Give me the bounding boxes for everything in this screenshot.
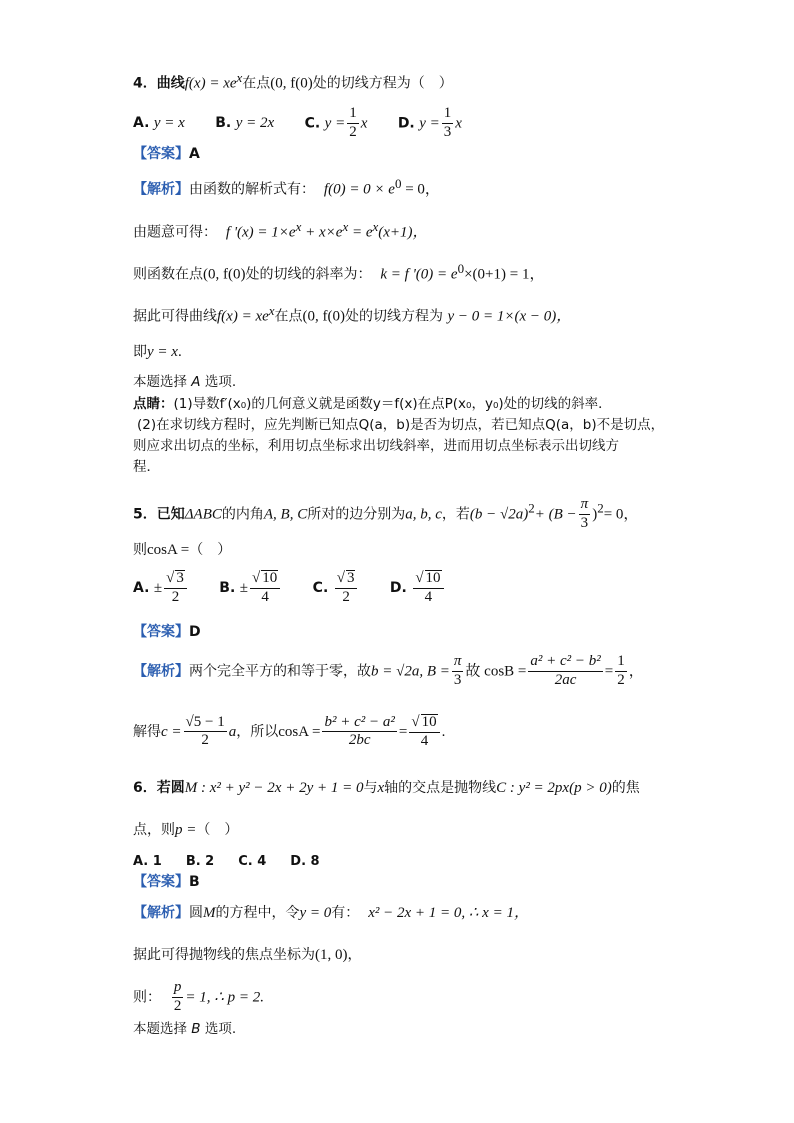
q6-axis: x bbox=[377, 780, 385, 796]
q5-eq-part-a: (b − √2a) bbox=[469, 506, 529, 523]
q6-line2-pre: 点，则 bbox=[133, 822, 175, 838]
q4-analysis-line-4 bbox=[133, 303, 571, 326]
q4-analysis-2-math-a: f '(x) = 1×e bbox=[225, 224, 296, 241]
q5-analysis-2-text: 解得 bbox=[133, 723, 161, 740]
q4-option-a: y = x bbox=[153, 115, 185, 132]
q4-analysis-line-2 bbox=[133, 219, 428, 242]
q5-question-line bbox=[133, 541, 231, 560]
q6-analysis-2-math: (1, 0) bbox=[315, 947, 348, 963]
q5-sides: a, b, c bbox=[405, 506, 442, 523]
q4-analysis-4-mid: 在点 bbox=[274, 308, 303, 325]
q6-choose-pre: 本题选择 bbox=[133, 1021, 187, 1037]
q4-analysis-1-end: = 0， bbox=[401, 181, 440, 198]
q5-analysis-2-numerator: √5 − 1 bbox=[184, 715, 227, 733]
q6-title bbox=[133, 779, 640, 798]
q5-title-mid: 的内角 bbox=[221, 506, 264, 523]
q4-analysis-4-func: f(x) = xe bbox=[217, 308, 269, 325]
q4-option-b-label: B. bbox=[215, 115, 232, 132]
q5-analysis-2-numerator2: b² + c² − a² bbox=[322, 715, 396, 733]
q4-analysis-3-math-a: k = f '(0) = e bbox=[380, 266, 458, 283]
q6-options bbox=[133, 854, 320, 870]
q6-answer bbox=[133, 874, 200, 892]
q4-option-d-post: x bbox=[455, 115, 462, 132]
q5-analysis-2-end: . bbox=[441, 723, 446, 740]
q6-title-suffix: 的焦 bbox=[611, 780, 640, 796]
q6-analysis-2-text: 据此可得抛物线的焦点坐标为 bbox=[133, 947, 315, 963]
q4-option-c-denominator: 2 bbox=[349, 123, 357, 140]
q4-analysis-2-exp-3: x bbox=[372, 219, 379, 234]
q6-parabola: C : y² = 2px(p > 0) bbox=[496, 780, 612, 796]
q5-line2-end: （ ） bbox=[189, 542, 232, 558]
q6-choose-post: 选项. bbox=[204, 1021, 237, 1037]
q5-eq-square-2: 2 bbox=[597, 500, 604, 516]
q4-analysis-1-text: 由函数的解析式有： bbox=[189, 181, 315, 198]
q5-answer-tag: 【答案】 bbox=[133, 624, 189, 640]
q4-analysis-5-end: . bbox=[177, 344, 182, 360]
q4-analysis-4-math: y − 0 = 1×(x − 0)， bbox=[447, 308, 572, 325]
q5-option-a-pm: ± bbox=[153, 579, 163, 596]
q5-analysis-2-denominator3: 4 bbox=[420, 732, 429, 749]
q4-option-b: y = 2x bbox=[235, 115, 275, 132]
q4-choose-pre: 本题选择 bbox=[133, 374, 187, 390]
q4-analysis-3-text: 则函数在点 bbox=[133, 266, 203, 283]
q4-note-4: 程． bbox=[133, 459, 160, 475]
q6-analysis-1-m: M bbox=[203, 905, 216, 921]
q5-eq-pi: π bbox=[579, 497, 591, 515]
q4-analysis-2-exp-1: x bbox=[295, 219, 302, 234]
q6-option-d: D. 8 bbox=[290, 854, 320, 869]
q6-title-mid: 与 bbox=[363, 780, 378, 796]
q4-analysis-1-math: f(0) = 0 × e bbox=[323, 181, 395, 198]
q5-analysis-2-denominator2: 2bc bbox=[348, 732, 371, 749]
q4-analysis-line-3 bbox=[133, 261, 544, 284]
q4-note-title: 点睛： bbox=[133, 396, 174, 412]
q5-analysis-2-a: a bbox=[228, 723, 237, 740]
q4-analysis-4-exp: x bbox=[268, 303, 275, 318]
q4-option-c-numerator: 1 bbox=[347, 106, 359, 124]
q4-analysis-line-5 bbox=[133, 343, 182, 362]
q6-choose-letter: B bbox=[191, 1021, 201, 1037]
q5-option-a-radicand: 3 bbox=[176, 570, 184, 586]
q4-title bbox=[133, 70, 453, 93]
q5-analysis-2-denominator: 2 bbox=[201, 732, 209, 749]
q5-option-a-label: A. bbox=[133, 579, 150, 596]
q6-analysis-1-text2: 的方程中，令 bbox=[215, 905, 300, 921]
q5-analysis-1-end: ， bbox=[628, 663, 644, 680]
q4-analysis-3-exp: 0 bbox=[457, 261, 465, 276]
q6-analysis-line-2 bbox=[133, 946, 362, 965]
q6-circle: M : x² + y² − 2x + 2y + 1 = 0 bbox=[184, 780, 364, 796]
q4-note-line-3 bbox=[133, 438, 619, 455]
q4-option-d-numerator: 1 bbox=[442, 106, 454, 124]
q6-analysis-2-end: ， bbox=[347, 947, 362, 963]
q4-analysis-4-point: (0, f(0) bbox=[302, 308, 346, 325]
q5-analysis-line-1 bbox=[133, 654, 644, 689]
q6-analysis-3-denominator: 2 bbox=[173, 997, 182, 1014]
q4-analysis-line-1 bbox=[133, 176, 440, 199]
q4-function-exponent: x bbox=[236, 70, 243, 85]
q4-choose bbox=[133, 374, 236, 391]
q5-eq-three: 3 bbox=[580, 514, 589, 531]
q6-analysis-3-numerator: p bbox=[172, 980, 184, 998]
q5-eq-square-1: 2 bbox=[528, 500, 535, 516]
q4-analysis-4-text2: 处的切线方程为 bbox=[345, 308, 444, 325]
q5-option-d-label: D. bbox=[389, 579, 407, 596]
q5-analysis-1-pi: π bbox=[452, 654, 464, 672]
q6-analysis-3-text: 则： bbox=[133, 989, 161, 1006]
q5-analysis-2-math: c = bbox=[161, 723, 182, 740]
q5-answer-value: D bbox=[189, 624, 201, 640]
q4-choose-letter: A bbox=[191, 374, 201, 390]
q6-option-b: B. 2 bbox=[185, 854, 215, 869]
q6-analysis-1-text: 圆 bbox=[189, 905, 203, 921]
q4-title-mid: 在点 bbox=[242, 75, 271, 92]
q4-analysis-2-text: 由题意可得： bbox=[133, 224, 217, 241]
q5-analysis-1-three: 3 bbox=[453, 671, 462, 688]
q6-analysis-1-text3: 有： bbox=[331, 905, 360, 921]
q5-analysis-1-eq: = bbox=[604, 663, 614, 680]
q5-angles: A, B, C bbox=[263, 506, 308, 523]
q6-analysis-1-math: y = 0 bbox=[299, 905, 332, 921]
q4-analysis-2-math-c: = e bbox=[348, 224, 373, 241]
q5-title-prefix: 5．已知 bbox=[133, 506, 185, 523]
q4-analysis-3-point: (0, f(0) bbox=[203, 266, 246, 283]
q6-choose bbox=[133, 1021, 236, 1038]
q5-analysis-1-half-den: 2 bbox=[617, 671, 625, 688]
q5-answer bbox=[133, 624, 201, 642]
q5-option-b-radicand: 10 bbox=[262, 570, 278, 586]
q5-option-d-radicand: 10 bbox=[425, 570, 441, 586]
q5-analysis-2-text2: ，所以 bbox=[236, 723, 279, 740]
q5-line2-pre: 则 bbox=[133, 542, 147, 558]
q6-analysis-tag: 【解析】 bbox=[133, 905, 189, 921]
q6-option-a: A. 1 bbox=[133, 854, 162, 869]
q6-analysis-1-math2: x² − 2x + 1 = 0, ∴ x = 1， bbox=[368, 905, 529, 921]
q4-option-d-label: D. bbox=[397, 115, 415, 132]
q5-option-b-label: B. bbox=[219, 579, 236, 596]
q4-note-1: (1)导数f′(x₀)的几何意义就是函数y＝f(x)在点P(x₀，y₀)处的切线的斜率． bbox=[173, 396, 612, 412]
q4-note-line-4 bbox=[133, 459, 160, 476]
q4-title-suffix: 处的切线方程为（ ） bbox=[312, 75, 453, 92]
q4-analysis-5-math: y = x bbox=[147, 344, 178, 360]
q4-answer-tag: 【答案】 bbox=[133, 146, 189, 162]
q4-option-c-label: C. bbox=[304, 115, 321, 132]
q5-analysis-1-math: b = √2a, B = bbox=[371, 663, 450, 680]
q4-function: f(x) = xe bbox=[184, 75, 237, 92]
q6-title-mid2: 轴的交点是抛物线 bbox=[384, 780, 497, 796]
q5-analysis-2-eq: = bbox=[398, 723, 408, 740]
q5-analysis-1-denominator: 2ac bbox=[554, 671, 577, 688]
q5-analysis-tag: 【解析】 bbox=[133, 663, 189, 680]
q4-analysis-5-pre: 即 bbox=[133, 344, 147, 360]
q5-analysis-1-mid: 故 cosB = bbox=[465, 663, 527, 680]
q6-question-line bbox=[133, 821, 238, 840]
q5-option-d-denominator: 4 bbox=[424, 588, 433, 605]
q6-analysis-3-math: = 1, ∴ p = 2. bbox=[185, 989, 264, 1006]
q5-eq-part-b: + (B − bbox=[534, 506, 577, 523]
q6-line2-end: （ ） bbox=[196, 822, 239, 838]
q5-analysis-1-text: 两个完全平方的和等于零，故 bbox=[189, 663, 371, 680]
q6-line2-math: p = bbox=[175, 822, 197, 838]
q6-answer-value: B bbox=[189, 874, 200, 890]
q6-answer-tag: 【答案】 bbox=[133, 874, 189, 890]
q5-eq-end: = 0， bbox=[603, 506, 639, 523]
q5-title bbox=[133, 497, 638, 532]
q5-options: A. ± $\frac{√ 3}{2}$ B. ± $\frac{√ 10}{4}$ C. $\frac{√ 3}{2}$ D. $\frac{√ 10}{4}$ bbox=[133, 570, 472, 606]
q4-option-d-pre: y = bbox=[419, 115, 440, 132]
q6-analysis-line-1 bbox=[133, 904, 529, 923]
q5-option-c-label: C. bbox=[312, 579, 329, 596]
q5-title-mid3: ，若 bbox=[441, 506, 470, 523]
q4-title-prefix: 4．曲线 bbox=[133, 75, 185, 92]
q4-analysis-2-math-d: (x+1)， bbox=[378, 224, 428, 241]
q4-answer bbox=[133, 146, 200, 164]
q5-title-mid2: 所对的边分别为 bbox=[307, 506, 406, 523]
q4-analysis-4-text: 据此可得曲线 bbox=[133, 308, 217, 325]
q4-answer-value: A bbox=[189, 146, 200, 162]
q6-option-c: C. 4 bbox=[238, 854, 267, 869]
q5-option-b-denominator: 4 bbox=[261, 588, 269, 605]
q4-option-a-label: A. bbox=[133, 115, 150, 132]
q5-option-c-radicand: 3 bbox=[346, 570, 355, 586]
q5-option-a-denominator: 2 bbox=[171, 588, 180, 605]
q5-line2-math: cosA = bbox=[147, 542, 190, 558]
q5-triangle: ΔABC bbox=[184, 506, 222, 523]
q4-analysis-2-math-b: + x×e bbox=[301, 224, 343, 241]
q6-analysis-line-3 bbox=[133, 980, 264, 1015]
q4-analysis-3-math-b: ×(0+1) = 1， bbox=[464, 266, 545, 283]
q5-analysis-2-cos: cosA = bbox=[278, 723, 321, 740]
q4-note-line-1 bbox=[133, 396, 612, 413]
q4-option-d-denominator: 3 bbox=[443, 123, 452, 140]
q4-analysis-2-exp-2: x bbox=[342, 219, 349, 234]
q4-analysis-tag: 【解析】 bbox=[133, 181, 189, 198]
q6-title-prefix: 6．若圆 bbox=[133, 780, 185, 796]
q4-note-2: (2)在求切线方程时，应先判断已知点Q(a，b)是否为切点，若已知点Q(a，b)不是切点， bbox=[137, 417, 665, 433]
q5-analysis-1-numerator: a² + c² − b² bbox=[528, 654, 602, 672]
q4-note-3: 则应求出切点的坐标，利用切点坐标求出切线斜率，进而用切点坐标表示出切线方 bbox=[133, 438, 619, 454]
q5-option-b-pm: ± bbox=[239, 579, 248, 596]
q5-analysis-2-radicand: 10 bbox=[421, 714, 437, 730]
q5-analysis-line-2: 解得c = $\frac{√5 - 1}{2}$ a，所以cosA = $\frac{\text{b² + c² − a²}}{2bc}$ = $\frac{√ 10}{4}$ . bbox=[133, 713, 446, 749]
q4-options bbox=[133, 106, 488, 141]
q5-option-c-denominator: 2 bbox=[342, 588, 350, 605]
q5-analysis-1-half-num: 1 bbox=[615, 654, 627, 672]
q4-note-line-2 bbox=[137, 417, 664, 434]
q4-analysis-3-text2: 处的切线的斜率为： bbox=[245, 266, 372, 283]
q4-point: (0, f(0) bbox=[270, 75, 313, 92]
q5-eq-part-c: ) bbox=[592, 506, 598, 523]
q4-analysis-1-exp: 0 bbox=[394, 176, 402, 191]
q4-option-c-pre: y = bbox=[324, 115, 346, 132]
q4-option-c-post: x bbox=[360, 115, 368, 132]
q4-choose-post: 选项. bbox=[204, 374, 237, 390]
